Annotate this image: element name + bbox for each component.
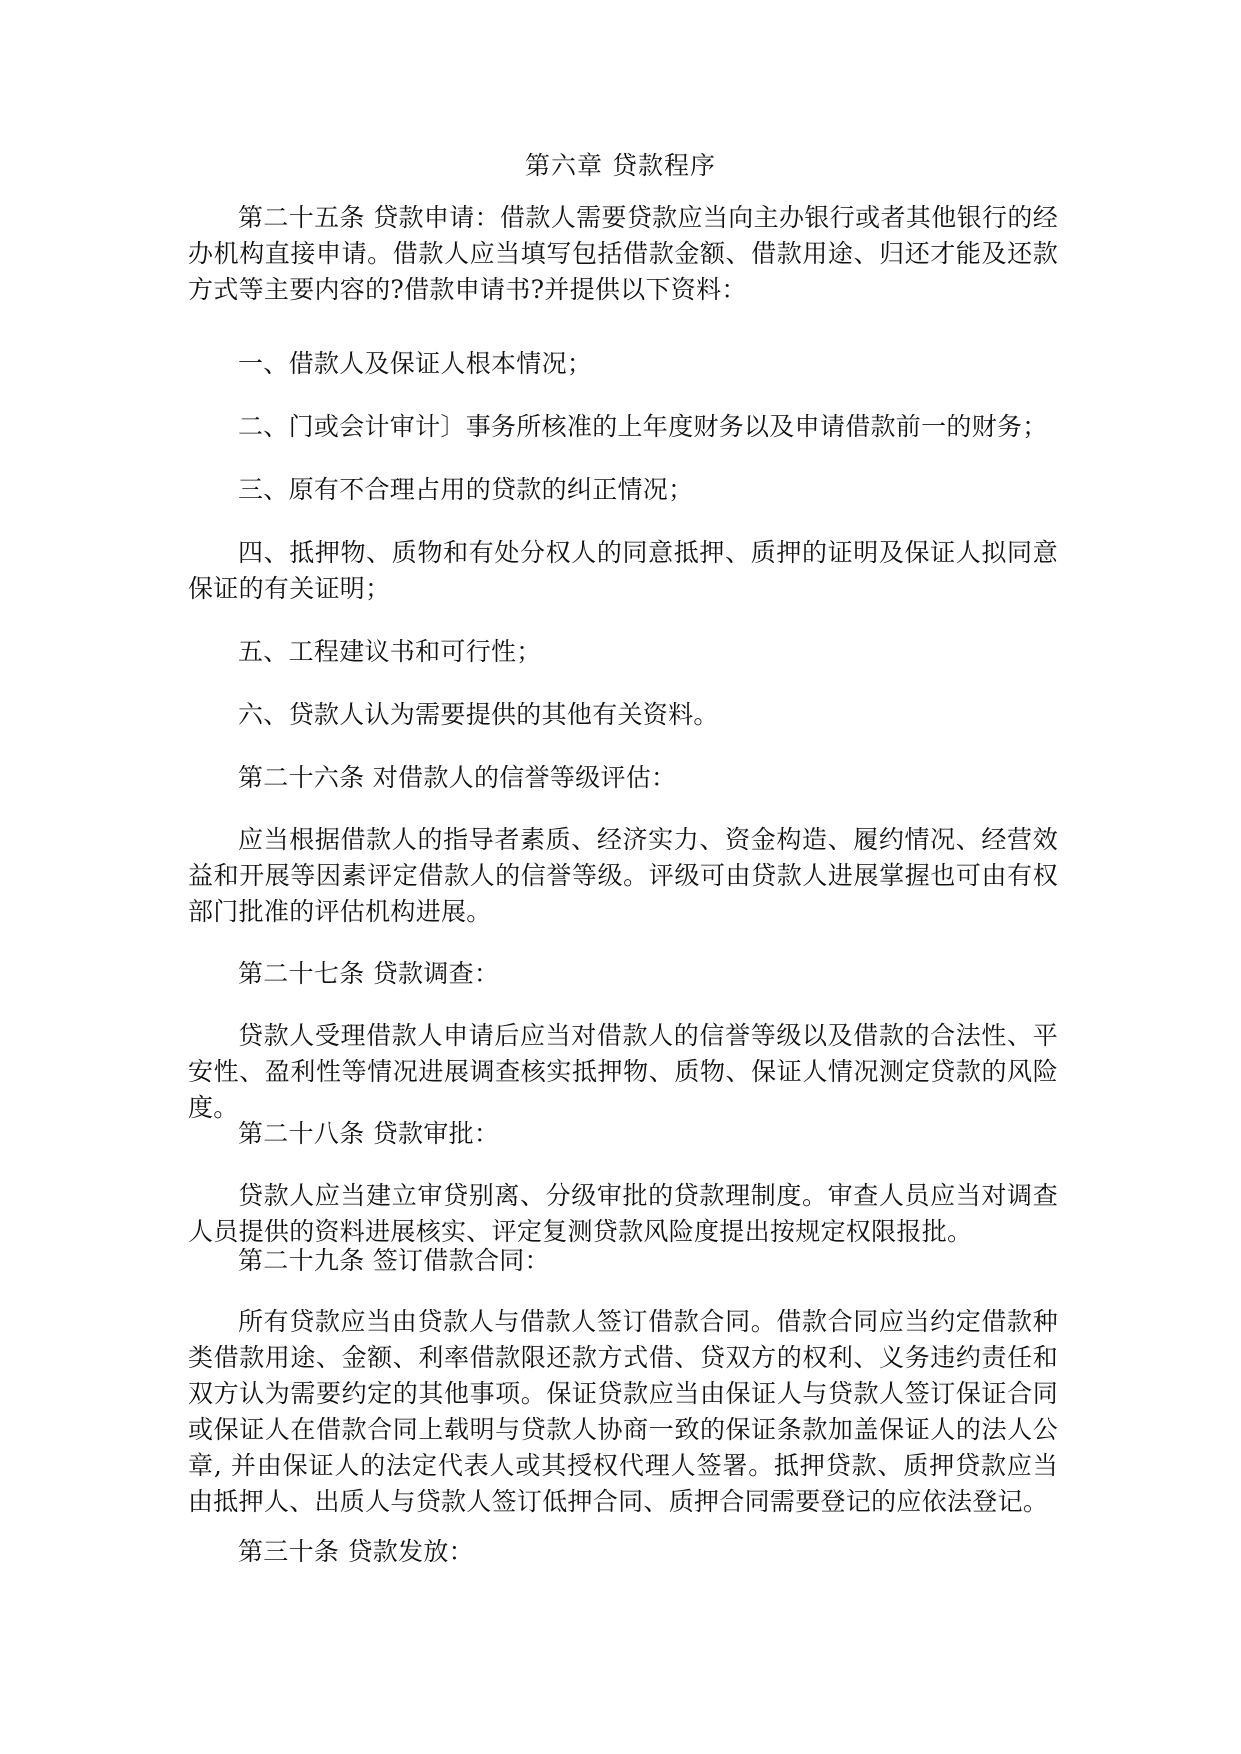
paragraph-article-28: 贷款人应当建立审贷别离、分级审批的贷款理制度。审查人员应当对调查人员提供的资料进展核实、评定复测贷款风险度提出按规定权限报批。 [188,1181,1058,1246]
heading-article-26: 第二十六条 对借款人的信誉等级评估： [238,763,677,792]
list-item-5: 五、工程建议书和可行性； [238,637,542,666]
heading-article-28: 第二十八条 贷款审批： [238,1119,500,1148]
heading-article-27: 第二十七条 贷款调查： [238,959,500,988]
heading-article-29: 第二十九条 签订借款合同： [238,1246,550,1275]
paragraph-article-29: 所有贷款应当由贷款人与借款人签订借款合同。借款合同应当约定借款种类借款用途、金额、利率借款限还款方式借、贷双方的权利、义务违约责任和双方认为需要约定的其他事项。保证贷款应当由保证人与贷款人签订保证合同或保证人在借款合同上载明与贷款人协商一致的保证条款加盖保证人的法人公章, 并由保证人的法定代表人或其授权代理人签署。抵押贷款、质押贷款应当由抵押人、出质人与贷款人签订低押合同、质押合同需要登记的应依法登记。 [188,1307,1058,1516]
list-item-4: 四、抵押物、质物和有处分权人的同意抵押、质押的证明及保证人拟同意保证的有关证明； [188,538,1058,603]
paragraph-article-25: 第二十五条 贷款申请：借款人需要贷款应当向主办银行或者其他银行的经办机构直接申请。借款人应当填写包括借款金额、借款用途、归还才能及还款方式等主要内容的?借款申请书?并提供以下资料： [188,203,1058,304]
list-item-2: 二、门或会计审计〕事务所核准的上年度财务以及申请借款前一的财务； [238,412,1048,441]
list-item-3: 三、原有不合理占用的贷款的纠正情况； [238,475,694,504]
paragraph-article-26: 应当根据借款人的指导者素质、经济实力、资金构造、履约情况、经营效益和开展等因素评定借款人的信誉等级。评级可由贷款人进展掌握也可由有权部门批准的评估机构进展。 [188,825,1058,926]
paragraph-article-27: 贷款人受理借款人申请后应当对借款人的信誉等级以及借款的合法性、平安性、盈利性等情况进展调查核实抵押物、质物、保证人情况测定贷款的风险度。 [188,1021,1058,1122]
heading-article-30: 第三十条 贷款发放： [238,1537,474,1566]
list-item-6: 六、贷款人认为需要提供的其他有关资料。 [238,700,719,729]
list-item-1: 一、借款人及保证人根本情况； [238,349,593,378]
chapter-title: 第六章 贷款程序 [525,151,716,180]
